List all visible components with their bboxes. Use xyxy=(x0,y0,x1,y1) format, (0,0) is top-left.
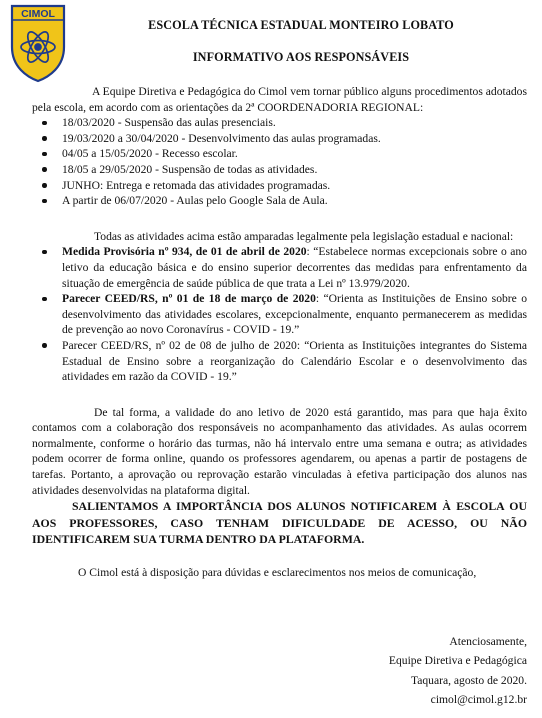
signature-block xyxy=(389,632,527,710)
legal-item-text: : “Estabelece normas excepcionais sobre o ano letivo da educação básica e do ensino superior decorrentes das medidas para enfrentamento da situação de emergência de saúde pública de que trata a Lei nº 13.979/2020. xyxy=(62,245,527,290)
schedule-item: A partir de 06/07/2020 - Aulas pelo Google Sala de Aula. xyxy=(32,193,527,209)
schedule-item: JUNHO: Entrega e retomada das atividades programadas. xyxy=(32,178,527,194)
logo-text: CIMOL xyxy=(21,8,55,20)
closing: Atenciosamente, xyxy=(449,635,527,648)
document-body xyxy=(32,84,527,581)
team-name: Equipe Diretiva e Pedagógica xyxy=(388,654,527,668)
schedule-item: 18/03/2020 - Suspensão das aulas presenciais. xyxy=(32,115,527,131)
emphasis-notice: SALIENTAMOS A IMPORTÂNCIA DOS ALUNOS NOTIFICAREM À ESCOLA OU AOS PROFESSORES, CASO TENHAM DIFICULDADE DE ACESSO, OU NÃO IDENTIFICAREM SUA TURMA DENTRO DA PLATAFORMA. xyxy=(32,499,527,547)
validity-paragraph: De tal forma, a validade do ano letivo de 2020 está garantido, mas para que haja êxito contamos com a colaboração dos responsáveis no acompanhamento das atividades. As aulas ocorrem normalmente, conforme o horário das turmas, não há intervalo entre uma semana e outra; as atividades podem ocorrer de forma online, quando os professores agendarem, ou apenas a partir de postagens de tarefas. Portanto, a aprovação ou reprovação estarão vinculadas à efetiva participação dos alunos nas atividades desenvolvidas na plataforma digital. xyxy=(32,405,527,497)
legal-item-title: Medida Provisória nº 934, de 01 de abril de 2020 xyxy=(62,245,307,259)
document-title: INFORMATIVO AOS RESPONSÁVEIS xyxy=(192,50,410,64)
schedule-item: 18/05 a 29/05/2020 - Suspensão de todas as atividades. xyxy=(32,162,527,178)
legal-item-title: Parecer CEED/RS, nº 01 de 18 de março de 2020 xyxy=(62,292,316,306)
school-logo xyxy=(9,3,67,83)
schedule-item: 19/03/2020 a 30/04/2020 - Desenvolvimento das aulas programadas. xyxy=(32,131,527,147)
schedule-item: 04/05 a 15/05/2020 - Recesso escolar. xyxy=(32,146,527,162)
legal-list xyxy=(32,244,527,384)
schedule-list xyxy=(32,115,527,209)
legal-item-text: Parecer CEED/RS, nº 02 de 08 de julho de 2020: “Orienta as Instituições integrantes do Sistema Estadual de Ensino sobre a reorganização do Calendário Escolar e o desenvolvimento das atividades em razão da COVID - 19.” xyxy=(62,338,527,384)
legal-item xyxy=(32,338,527,385)
school-name: ESCOLA TÉCNICA ESTADUAL MONTEIRO LOBATO xyxy=(148,18,454,32)
legal-item xyxy=(32,291,527,338)
availability-note: O Cimol está à disposição para dúvidas e esclarecimentos nos meios de comunicação, xyxy=(78,566,477,580)
place-date: Taquara, agosto de 2020. xyxy=(410,673,527,687)
legal-item xyxy=(32,244,527,291)
legal-intro: Todas as atividades acima estão amparadas legalmente pela legislação estadual e nacional: xyxy=(94,229,514,243)
legal-item-text: : “Orienta as Instituições de Ensino sobre o desenvolvimento das atividades escolares, excepcionalmente, enquanto permanecerem as medidas de prevenção ao novo Coronavírus - COVID - 19.” xyxy=(62,292,527,337)
intro-paragraph: A Equipe Diretiva e Pedagógica do Cimol vem tornar público alguns procedimentos adotados pela escola, em acordo com as orientações da 2ª COORDENADORIA REGIONAL: xyxy=(32,85,527,114)
contact-email: cimol@cimol.g12.br xyxy=(430,693,527,707)
